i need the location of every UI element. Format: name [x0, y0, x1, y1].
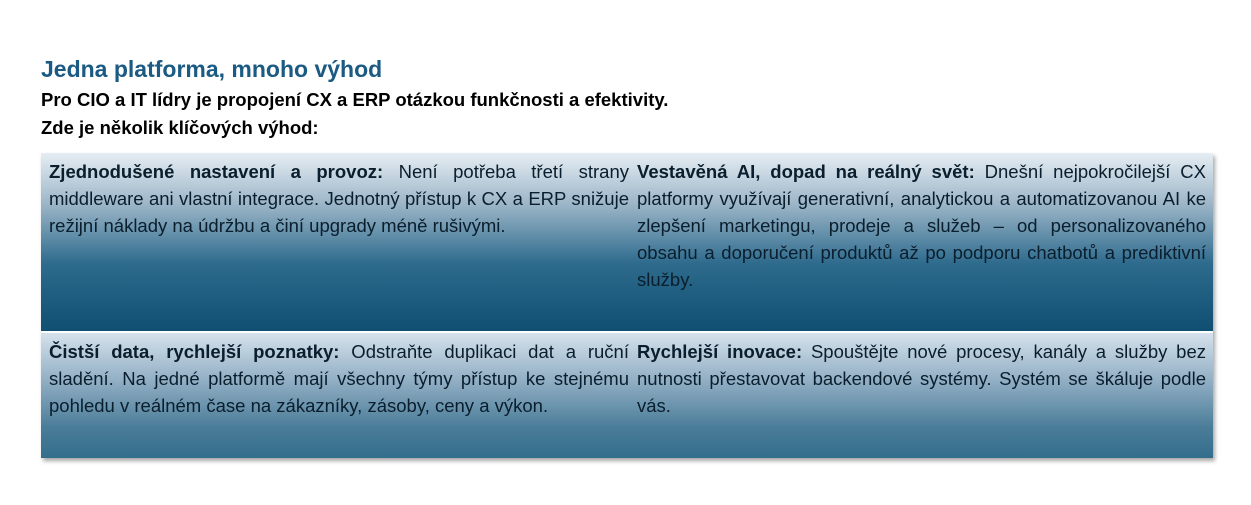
intro-line-1: Pro CIO a IT lídry je propojení CX a ERP otázkou funkčnosti a efektivity. — [41, 89, 669, 110]
benefits-row-2 — [41, 333, 1213, 458]
benefit-title: Vestavěná AI, dopad na reálný svět: — [637, 161, 975, 182]
benefit-title: Rychlejší inovace: — [637, 341, 803, 362]
benefit-title: Zjednodušené nastavení a provoz: — [49, 161, 384, 182]
benefit-title: Čistší data, rychlejší poznatky: — [49, 341, 340, 362]
benefit-text: Spouštějte nové procesy, kanály a služby bez nutnosti přestavovat backendové systémy. Systém se škáluje podle vás. — [637, 341, 1207, 416]
benefit-cell-setup — [49, 153, 629, 239]
benefit-cell-innovation — [637, 333, 1206, 419]
benefit-cell-data — [49, 333, 629, 419]
benefit-text: Dnešní nejpokročilejší CX platformy využívají generativní, analytickou a automatizovanou AI ke zlepšení marketingu, prodeje a služeb – od personalizovaného obsahu a doporučení produktů až po podporu chatbotů a prediktivní služby. — [637, 161, 1206, 290]
benefits-table — [41, 153, 1213, 458]
benefits-row-1 — [41, 153, 1213, 331]
intro-line-2: Zde je několik klíčových výhod: — [41, 117, 319, 138]
benefit-text: Není potřeba třetí strany middleware ani vlastní integrace. Jednotný přístup k CX a ERP snižuje režijní náklady na údržbu a činí upgrady méně rušivými. — [49, 161, 629, 236]
page-heading: Jedna platforma, mnoho výhod — [41, 56, 383, 82]
benefit-text: Odstraňte duplikaci dat a ruční sladění. Na jedné platformě mají všechny týmy přístup ke stejnému pohledu v reálném čase na zákazníky, zásoby, ceny a výkon. — [49, 341, 629, 416]
benefit-cell-ai — [637, 153, 1206, 293]
